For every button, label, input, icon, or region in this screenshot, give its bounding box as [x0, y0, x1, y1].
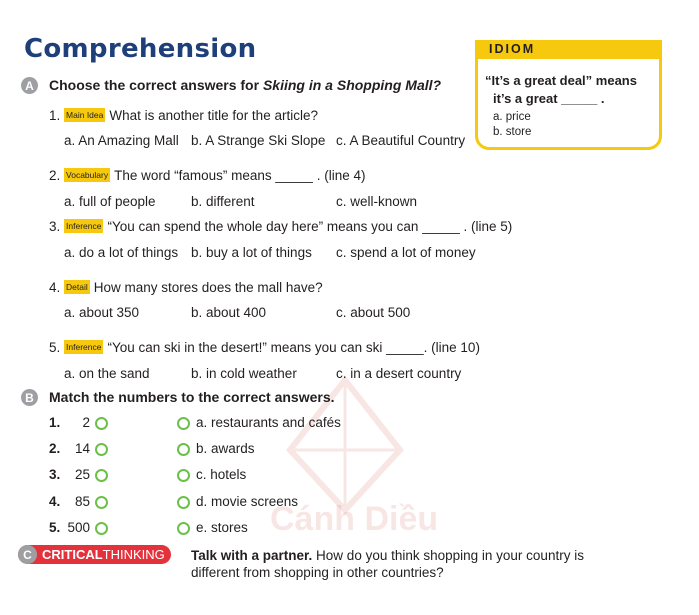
q3-option-c[interactable]: c. spend a lot of money: [336, 245, 476, 260]
match-dot-left[interactable]: [95, 417, 108, 430]
q5-option-c[interactable]: c. in a desert country: [336, 366, 462, 381]
match-answer: e. stores: [196, 520, 248, 535]
q2-option-c[interactable]: c. well-known: [336, 194, 418, 209]
idiom-box: [475, 40, 662, 150]
question-tag: Inference: [66, 342, 102, 352]
match-answer: a. restaurants and cafés: [196, 415, 341, 430]
question-tag: Vocabulary: [66, 170, 109, 180]
question-5: 5. Inference “You can ski in the desert!” means you can ski _____. (line 10): [49, 340, 480, 355]
question-tag: Inference: [66, 221, 102, 231]
match-dot-left[interactable]: [95, 469, 108, 482]
match-dot-left[interactable]: [95, 522, 108, 535]
q5-option-b[interactable]: b. in cold weather: [191, 366, 297, 381]
match-dot-left[interactable]: [95, 496, 108, 509]
question-2: 2. Vocabulary The word “famous” means _____ . (line 4): [49, 168, 366, 183]
watermark-text: Cánh Diều: [270, 500, 439, 538]
q3-option-b[interactable]: b. buy a lot of things: [191, 245, 312, 260]
section-a-prompt: Choose the correct answers for Skiing in a Shopping Mall?: [49, 77, 442, 93]
match-dot-right[interactable]: [177, 443, 190, 456]
section-b-badge: B: [21, 389, 38, 406]
match-value: 25: [74, 467, 90, 482]
match-dot-right[interactable]: [177, 496, 190, 509]
q2-option-b[interactable]: b. different: [191, 194, 255, 209]
question-3: 3. Inference “You can spend the whole day here” means you can _____ . (line 5): [49, 219, 513, 234]
match-value: 14: [74, 441, 90, 456]
idiom-option-a: a. price: [493, 111, 531, 123]
match-value: 2: [82, 415, 90, 430]
match-answer: c. hotels: [196, 467, 247, 482]
idiom-header: [475, 40, 662, 59]
match-dot-right[interactable]: [177, 522, 190, 535]
section-a-badge: A: [21, 77, 38, 94]
match-value: 500: [67, 520, 90, 535]
q1-option-b[interactable]: b. A Strange Ski Slope: [191, 133, 326, 148]
q1-option-a[interactable]: a. An Amazing Mall: [64, 133, 179, 148]
q1-option-c[interactable]: c. A Beautiful Country: [336, 133, 466, 148]
match-dot-right[interactable]: [177, 417, 190, 430]
q5-option-a[interactable]: a. on the sand: [64, 366, 150, 381]
idiom-line2: it’s a great _____ .: [493, 91, 605, 106]
match-number: 4.: [49, 494, 61, 509]
match-number: 5.: [49, 520, 61, 535]
q4-option-a[interactable]: a. about 350: [64, 305, 140, 320]
question-tag: Detail: [66, 282, 88, 292]
critical-thinking-label: C CRITICAL THINKING: [18, 545, 171, 564]
idiom-label: IDIOM: [489, 42, 536, 56]
idiom-line1: “It’s a great deal” means: [485, 73, 637, 88]
question-1: 1. Main Idea What is another title for the article?: [49, 108, 318, 123]
section-b-prompt: Match the numbers to the correct answers.: [49, 389, 335, 405]
page-title: Comprehension: [24, 34, 257, 64]
match-answer: b. awards: [196, 441, 255, 456]
q4-option-b[interactable]: b. about 400: [191, 305, 267, 320]
q4-option-c[interactable]: c. about 500: [336, 305, 411, 320]
section-c-prompt: Talk with a partner. How do you think shopping in your country is different from shopping in other countries?: [191, 548, 584, 580]
q3-option-a[interactable]: a. do a lot of things: [64, 245, 179, 260]
match-number: 3.: [49, 467, 61, 482]
section-c-badge: C: [18, 545, 37, 564]
question-tag: Main Idea: [66, 110, 104, 120]
match-dot-right[interactable]: [177, 469, 190, 482]
q2-option-a[interactable]: a. full of people: [64, 194, 156, 209]
match-value: 85: [74, 494, 90, 509]
idiom-option-b: b. store: [493, 126, 532, 138]
match-number: 1.: [49, 415, 61, 430]
question-4: 4. Detail How many stores does the mall have?: [49, 280, 323, 295]
match-dot-left[interactable]: [95, 443, 108, 456]
match-number: 2.: [49, 441, 61, 456]
match-answer: d. movie screens: [196, 494, 299, 509]
